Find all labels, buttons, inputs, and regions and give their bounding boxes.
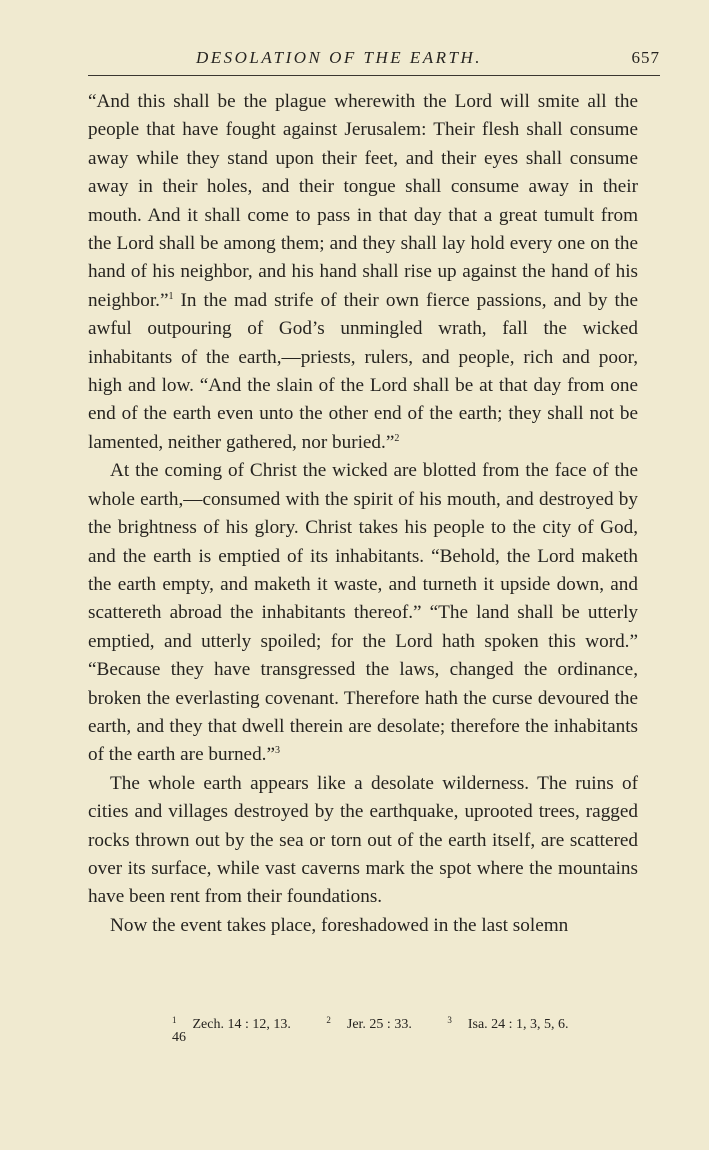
paragraph-1 [88,88,638,457]
paragraph-4 [88,912,638,940]
signature-mark: 46 [172,1030,186,1045]
paragraph-text: In the mad strife of their own fierce passions, and by the awful outpouring of God’s unmingled wrath, fall the wicked inhabitants of the earth,—priests, rulers, and people, rich and poor, high and low. “And the slain of the Lord shall be at that day from one end of the earth even unto the other end of the earth; they shall not be lamented, neither gathered, nor buried.” [88,289,638,453]
footnote [447,1017,584,1032]
footnote-ref-text: Zech. 14 : 12, 13. [192,1017,291,1032]
footnote-ref: 2 [394,432,400,444]
page-number: 657 [631,48,660,67]
paragraph-text: Now the event takes place, foreshadowed in the last solemn [110,914,569,936]
footnote-ref: 3 [274,745,280,757]
paragraph-text: The whole earth appears like a desolate wilderness. The ruins of cities and villages destroyed by the earthquake, uprooted trees, ragged rocks thrown out by the sea or torn out of the earth itself, are scattered over its surface, while vast caverns mark the spot where the mountains have been rent from their foundations. [88,772,638,908]
running-title: DESOLATION OF THE EARTH. [195,48,483,67]
paragraph-2 [88,457,638,769]
paragraph-3 [88,770,638,912]
footnote-number: 3 [447,1015,452,1025]
footnote-ref: 1 [168,290,174,302]
footnote [172,1017,307,1032]
footnotes [172,1010,601,1035]
header-rule [88,75,660,76]
footnote-ref-text: Isa. 24 : 1, 3, 5, 6. [467,1017,569,1032]
footnote-number: 1 [172,1015,177,1025]
paragraph-text: “And this shall be the plague wherewith the Lord will smite all the people that have fought against Jerusalem: Their flesh shall consume away while they stand upon their feet, and their eyes shall consume away in their holes, and their tongue shall consume away in their mouth. And it shall come to pass in that day that a great tumult from the Lord shall be among them; and they shall lay hold every one on the hand of his neighbor, and his hand shall rise up against the hand of his neighbor.” [88,91,638,311]
footnote [326,1017,427,1032]
footnote-number: 2 [326,1015,331,1025]
footnote-ref-text: Jer. 25 : 33. [346,1017,412,1032]
body-text [88,88,638,940]
paragraph-text: At the coming of Christ the wicked are blotted from the face of the whole earth,—consumed with the spirit of his mouth, and destroyed by the brightness of his glory. Christ takes his people to the city of God, and the earth is emptied of its inhabitants. “Behold, the Lord maketh the earth empty, and maketh it waste, and turneth it upside down, and scattereth abroad the inhabitants thereof.” “The land shall be utterly emptied, and utterly spoiled; for the Lord hath spoken this word.” “Because they have transgressed the laws, changed the ordinance, broken the everlasting covenant. Therefore hath the curse devoured the earth, and they that dwell therein are desolate; therefore the inhabitants of the earth are burned.” [88,460,638,766]
page-header [88,44,660,72]
